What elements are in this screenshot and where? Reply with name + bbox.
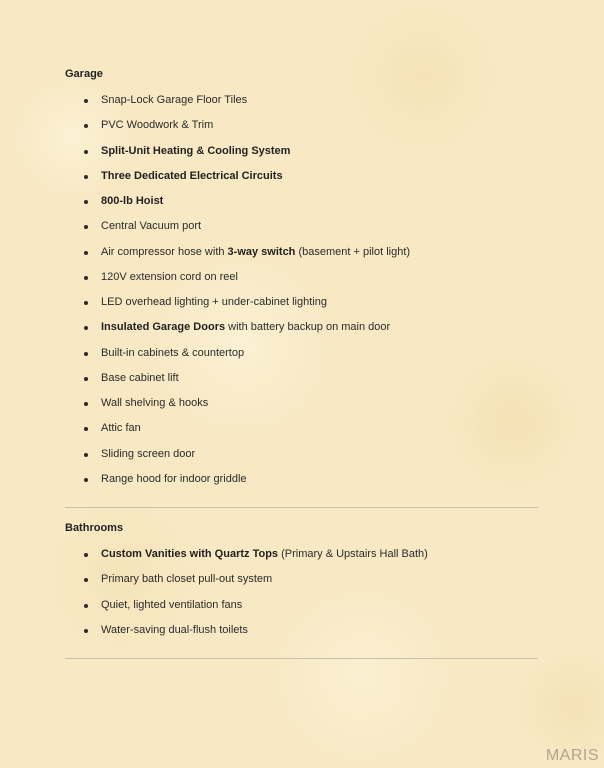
bullet-icon — [84, 301, 88, 305]
list-item — [65, 219, 538, 244]
list-item — [65, 421, 538, 446]
item-text: PVC Woodwork & Trim — [101, 119, 214, 132]
item-text: Snap-Lock Garage Floor Tiles — [101, 94, 248, 106]
bullet-icon — [84, 99, 88, 103]
item-text: Attic fan — [101, 422, 141, 435]
item-text: Quiet, lighted ventilation fans — [101, 598, 243, 611]
item-text: Sliding screen door — [101, 447, 196, 460]
item-text: Base cabinet lift — [101, 371, 179, 384]
item-text: (basement + pilot light) — [295, 245, 411, 258]
list-item — [65, 118, 538, 143]
item-text: Primary bath closet pull-out system — [101, 573, 273, 586]
item-text: LED overhead lighting + under-cabinet lighting — [101, 296, 327, 308]
bullet-icon — [84, 553, 88, 557]
item-bold-text: 800-lb Hoist — [101, 195, 164, 207]
list-item — [65, 295, 538, 320]
item-text: (Primary & Upstairs Hall Bath) — [278, 548, 428, 560]
item-text: 120V extension cord on reel — [101, 270, 238, 283]
section-divider — [65, 658, 538, 659]
list-item — [65, 245, 538, 270]
list-item — [65, 144, 538, 169]
list-item — [65, 270, 538, 295]
bullet-icon — [84, 225, 88, 229]
bullet-icon — [84, 402, 88, 406]
list-item — [65, 598, 538, 623]
list-item — [65, 346, 538, 371]
item-text: with battery backup on main door — [225, 321, 391, 334]
list-item — [65, 396, 538, 421]
list-item — [65, 371, 538, 396]
bullet-icon — [84, 150, 88, 154]
item-text: Water-saving dual-flush toilets — [101, 623, 248, 636]
item-bold-text: Custom Vanities with Quartz Tops — [101, 548, 279, 560]
bullet-icon — [84, 251, 88, 255]
list-item — [65, 447, 538, 472]
bullet-icon — [84, 124, 88, 128]
bullet-icon — [84, 578, 88, 582]
bullet-icon — [84, 427, 88, 431]
list-item — [65, 169, 538, 194]
list-item — [65, 472, 538, 497]
section-title-bathrooms: Bathrooms — [65, 522, 124, 534]
item-text: Central Vacuum port — [101, 220, 202, 233]
list-item — [65, 93, 538, 118]
bullet-icon — [84, 629, 88, 633]
item-bold-text: Insulated Garage Doors — [101, 321, 226, 334]
bathrooms-feature-list — [65, 547, 538, 648]
section-title-garage: Garage — [65, 68, 103, 80]
bullet-icon — [84, 352, 88, 356]
bullet-icon — [84, 276, 88, 280]
section-divider — [65, 507, 538, 508]
bullet-icon — [84, 175, 88, 179]
list-item — [65, 194, 538, 219]
item-bold-text: Three Dedicated Electrical Circuits — [101, 169, 283, 182]
list-item — [65, 572, 538, 597]
bullet-icon — [84, 200, 88, 204]
list-item — [65, 320, 538, 345]
bullet-icon — [84, 377, 88, 381]
item-text: Range hood for indoor griddle — [101, 472, 247, 485]
garage-feature-list — [65, 93, 538, 497]
list-item — [65, 547, 538, 572]
bullet-icon — [84, 326, 88, 330]
bathrooms-section — [65, 521, 538, 648]
item-text: Wall shelving & hooks — [101, 397, 209, 409]
maris-watermark: MARIS — [545, 747, 599, 764]
bullet-icon — [84, 453, 88, 457]
item-bold-text: 3-way switch — [227, 245, 296, 258]
garage-section — [65, 67, 538, 497]
item-bold-text: Split-Unit Heating & Cooling System — [101, 144, 291, 157]
item-text: Air compressor hose with — [101, 245, 228, 258]
bullet-icon — [84, 604, 88, 608]
bullet-icon — [84, 478, 88, 482]
list-item — [65, 623, 538, 648]
item-text: Built-in cabinets & countertop — [101, 346, 245, 359]
